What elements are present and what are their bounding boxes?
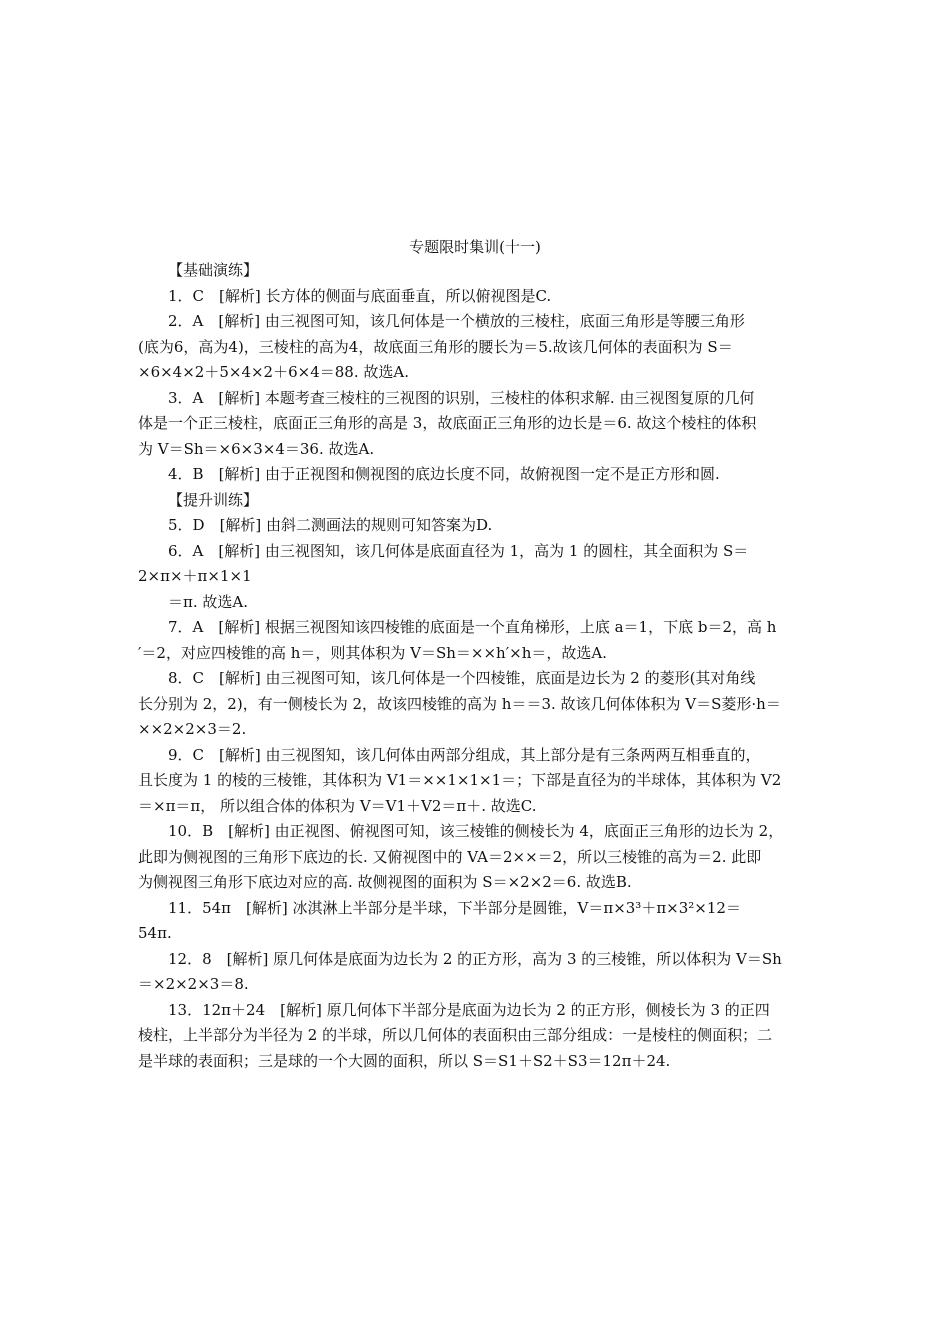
answer-line: 此即为侧视图的三角形下底边的长. 又俯视图中的 VA＝2××＝2，所以三棱锥的高为＝2. 此即 <box>138 847 762 866</box>
answer-line: 12．8 [解析] 原几何体是底面为边长为 2 的正方形，高为 3 的三棱锥，所以体积为 V＝Sh <box>168 949 782 968</box>
answer-line: 4．B [解析] 由于正视图和侧视图的底边长度不同，故俯视图一定不是正方形和圆. <box>168 465 720 483</box>
answer-line: ′＝2，对应四棱锥的高 h＝，则其体积为 V＝Sh＝××h′×h＝，故选A. <box>138 643 607 662</box>
answer-line: 7．A [解析] 根据三视图知该四棱锥的底面是一个直角梯形，上底 a＝1，下底 b＝2，高 h <box>168 618 777 636</box>
answer-line: 10．B [解析] 由正视图、俯视图可知，该三棱锥的侧棱长为 4，底面正三角形的边长为 2， <box>168 822 784 840</box>
answer-line: 9．C [解析] 由三视图知，该几何体由两部分组成，其上部分是有三条两两互相垂直的， <box>168 745 761 764</box>
answer-line: ＝×π＝π， 所以组合体的体积为 V＝V1＋V2＝π＋. 故选C. <box>138 796 537 815</box>
answer-body <box>138 258 816 1074</box>
answer-line: ＝π. 故选A. <box>168 592 248 611</box>
answer-line: 54π. <box>138 924 172 942</box>
answer-line: 且长度为 1 的棱的三棱锥，其体积为 V1＝××1×1×1＝；下部是直径为的半球体，其体积为 V2 <box>138 771 782 789</box>
answer-line: 6．A [解析] 由三视图知，该几何体是底面直径为 1，高为 1 的圆柱，其全面积为 S＝ <box>168 541 749 560</box>
answer-line: 3．A [解析] 本题考查三棱柱的三视图的识别，三棱柱的体积求解. 由三视图复原的几何 <box>168 388 755 407</box>
answer-line: 1．C [解析] 长方体的侧面与底面垂直，所以俯视图是C. <box>168 286 552 305</box>
section-heading: 【提升训练】 <box>168 490 259 509</box>
answer-line: 8．C [解析] 由三视图可知，该几何体是一个四棱锥，底面是边长为 2 的菱形(其对角线 <box>168 669 756 687</box>
answer-line: 11．54π [解析] 冰淇淋上半部分是半球，下半部分是圆锥，V＝π×3³＋π×3²×12＝ <box>168 898 741 917</box>
answer-line: 是半球的表面积；三是球的一个大圆的面积，所以 S＝S1＋S2＋S3＝12π＋24. <box>138 1051 671 1070</box>
answer-line: ＝×2×2×3＝8. <box>138 975 249 993</box>
answer-line: 体是一个正三棱柱，底面正三角形的高是 3，故底面正三角形的边长是＝6. 故这个棱柱的体积 <box>138 414 757 432</box>
answer-line: 2．A [解析] 由三视图可知，该几何体是一个横放的三棱柱，底面三角形是等腰三角形 <box>168 312 745 330</box>
answer-line: 5．D [解析] 由斜二测画法的规则可知答案为D. <box>168 516 493 534</box>
answer-line: 为侧视图三角形下底边对应的高. 故侧视图的面积为 S＝×2×2＝6. 故选B. <box>138 873 632 891</box>
section-heading: 【基础演练】 <box>168 261 259 279</box>
answer-line: 棱柱，上半部分为半径为 2 的半球，所以几何体的表面积由三部分组成：一是棱柱的侧面积；二 <box>138 1026 773 1044</box>
page-title: 专题限时集训(十一) <box>409 238 541 256</box>
answer-line: ×6×4×2＋5×4×2＋6×4＝88. 故选A. <box>138 363 409 381</box>
answer-line: ××2×2×3＝2. <box>138 720 247 738</box>
answer-line: 为 V＝Sh＝×6×3×4＝36. 故选A. <box>138 439 375 458</box>
answer-line: 2×π×＋π×1×1 <box>138 567 252 585</box>
answer-line: 长分别为 2，2)，有一侧棱长为 2，故该四棱锥的高为 h＝＝3. 故该几何体体积为 V＝S菱形·h＝ <box>138 694 781 713</box>
answer-line: (底为6，高为4)，三棱柱的高为4，故底面三角形的腰长为＝5.故该几何体的表面积为 S＝ <box>138 337 733 356</box>
answer-line: 13．12π＋24 [解析] 原几何体下半部分是底面为边长为 2 的正方形，侧棱长为 3 的正四 <box>168 1000 770 1019</box>
